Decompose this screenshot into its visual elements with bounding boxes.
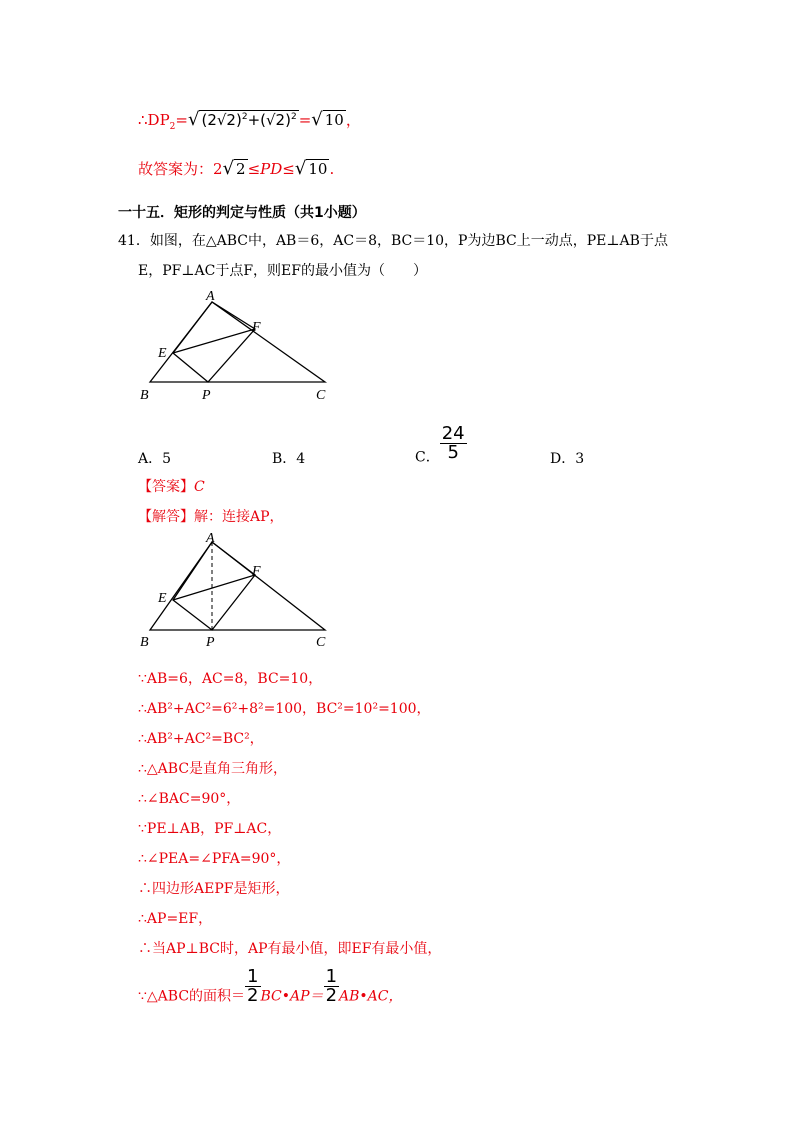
dp-radical: √ $(2√2)^2+(√2)^2$	[187, 109, 297, 130]
option-b[interactable]: B．4	[272, 451, 306, 467]
label-f-2: F	[252, 564, 261, 579]
label-f: F	[252, 320, 261, 335]
dp-line	[138, 108, 361, 136]
question-figure	[130, 285, 350, 405]
answer-range-left-value: 2	[236, 160, 246, 178]
option-c[interactable]	[415, 425, 467, 467]
dp-plus: +	[247, 111, 261, 129]
section-title: 一十五．矩形的判定与性质（共1小题）	[118, 205, 366, 221]
label-c-2: C	[316, 635, 326, 650]
answer-line	[138, 478, 205, 496]
step-6: ∵PE⊥AB，PF⊥AC，	[138, 821, 282, 837]
answer-range-mid: ≤PD≤	[247, 160, 295, 178]
analysis-intro: 解：连接AP，	[194, 509, 284, 525]
area-mid: BC•AP＝	[260, 988, 324, 1005]
dp-term-b: (√2)	[260, 111, 291, 129]
step-4: ∴△ABC是直角三角形，	[138, 761, 288, 777]
label-e-2: E	[158, 591, 167, 606]
area-prefix: ∵△ABC的面积＝	[138, 988, 246, 1005]
option-a[interactable]: A．5	[138, 451, 172, 467]
area-fraction-2	[324, 968, 339, 1005]
dp-result-eq: =	[298, 111, 312, 129]
area-fraction-1	[245, 968, 260, 1005]
dp-sq-a: 2	[241, 112, 248, 122]
option-c-label: C．	[415, 449, 440, 466]
analysis-line	[138, 508, 284, 526]
answer-range-left-rad: √ 2	[222, 158, 246, 179]
solution-figure	[130, 530, 350, 650]
label-p-2: P	[206, 635, 215, 650]
step-1: ∵AB=6，AC=8，BC=10，	[138, 671, 323, 687]
option-c-denominator: 5	[447, 442, 459, 463]
answer-range-coef: 2	[213, 160, 223, 178]
dp-tail: ，	[345, 111, 361, 129]
step-7: ∴∠PEA=∠PFA=90°，	[138, 851, 291, 867]
step-11	[138, 968, 403, 1006]
option-d[interactable]: D．3	[550, 451, 585, 467]
label-c: C	[316, 388, 326, 403]
question-line-2: E，PF⊥AC于点F，则EF的最小值为（ ）	[138, 263, 427, 279]
triangle-abc-2	[150, 542, 325, 630]
label-e: E	[158, 346, 167, 361]
step-2: ∴AB²+AC²=6²+8²=100，BC²=10²=100，	[138, 701, 431, 717]
triangle-abc	[150, 302, 325, 382]
area-frac2-den: 2	[325, 985, 338, 1006]
label-p: P	[202, 388, 211, 403]
label-a: A	[206, 289, 215, 304]
answer-range-line	[138, 160, 334, 178]
answer-range-right-rad: √ 10	[294, 158, 328, 179]
option-c-fraction	[440, 425, 467, 462]
option-c-numerator: 24	[441, 423, 465, 444]
segment-ef	[173, 329, 255, 353]
dp-prefix: ∴DP	[138, 111, 170, 129]
step-10: ∴当AP⊥BC时，AP有最小值，即EF有最小值，	[138, 941, 442, 957]
dp-result-value: 10	[324, 111, 344, 129]
label-a-2: A	[206, 531, 215, 546]
dp-eq: =	[175, 111, 188, 129]
step-8: ∴四边形AEPF是矩形，	[138, 881, 290, 897]
question-line-1: 41．如图，在△ABC中，AB＝6，AC＝8，BC＝10，P为边BC上一动点，PE⊥AB于点	[118, 233, 668, 249]
answer-range-label: 故答案为：	[138, 160, 214, 178]
answer-range-tail: .	[329, 160, 335, 178]
label-b: B	[140, 388, 149, 403]
dp-result: √ 10	[311, 109, 344, 130]
segment-ef-2	[173, 575, 255, 600]
step-9: ∴AP=EF，	[138, 911, 213, 927]
rectangle-aepf-2	[173, 542, 255, 630]
dp-sq-b: 2	[290, 112, 297, 122]
label-b-2: B	[140, 635, 149, 650]
step-3: ∴AB²+AC²=BC²，	[138, 731, 264, 747]
area-frac2-num: 1	[325, 966, 338, 987]
rectangle-aepf	[173, 302, 255, 382]
analysis-tag: 【解答】	[138, 509, 194, 525]
area-tail: AB•AC，	[339, 988, 403, 1005]
dp-term-a: (2√2)	[201, 111, 242, 129]
area-frac1-num: 1	[247, 966, 259, 987]
step-5: ∴∠BAC=90°，	[138, 791, 241, 807]
answer-value: C	[194, 479, 205, 495]
answer-tag: 【答案】	[138, 479, 194, 495]
answer-range-right-value: 10	[308, 160, 328, 178]
dp-sub: 2	[169, 122, 176, 132]
area-frac1-den: 2	[247, 985, 259, 1006]
